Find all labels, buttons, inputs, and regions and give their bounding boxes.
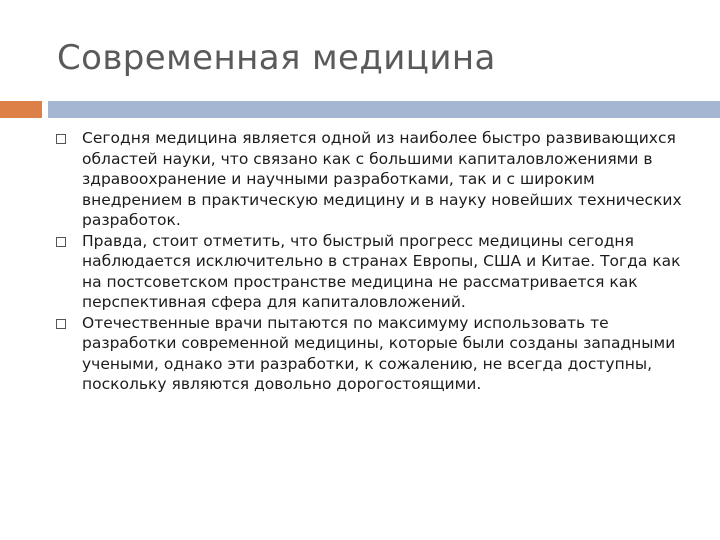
bullet-item xyxy=(0,231,720,313)
hollow-square-icon xyxy=(56,134,66,144)
bullet-text: Отечественные врачи пытаются по максимуму использовать те разработки современной медицины, которые были созданы западными учеными, однако эти разработки, к сожалению, не всегда доступны, поскольку являются довольно дорогостоящими. xyxy=(82,313,676,393)
accent-bar xyxy=(48,101,720,118)
bullet-item xyxy=(0,128,720,231)
hollow-square-icon xyxy=(56,237,66,247)
bullet-text: Сегодня медицина является одной из наиболее быстро развивающихся областей науки, что связано как с большими капиталовложениями в здравоохранение и научными разработками, так и с широким внедрением в практическую медицину и в науку новейших технических разработок. xyxy=(82,129,682,229)
slide-title: Современная медицина xyxy=(57,38,496,78)
bullet-item xyxy=(0,313,720,395)
hollow-square-icon xyxy=(56,319,66,329)
bullet-text: Правда, стоит отметить, что быстрый прогресс медицины сегодня наблюдается исключительно в странах Европы, США и Китае. Тогда как на постсоветском пространстве медицина не рассматривается как перспективная сфера для капиталовложений. xyxy=(82,231,681,311)
bullet-list xyxy=(0,128,720,395)
accent-square xyxy=(0,101,42,118)
